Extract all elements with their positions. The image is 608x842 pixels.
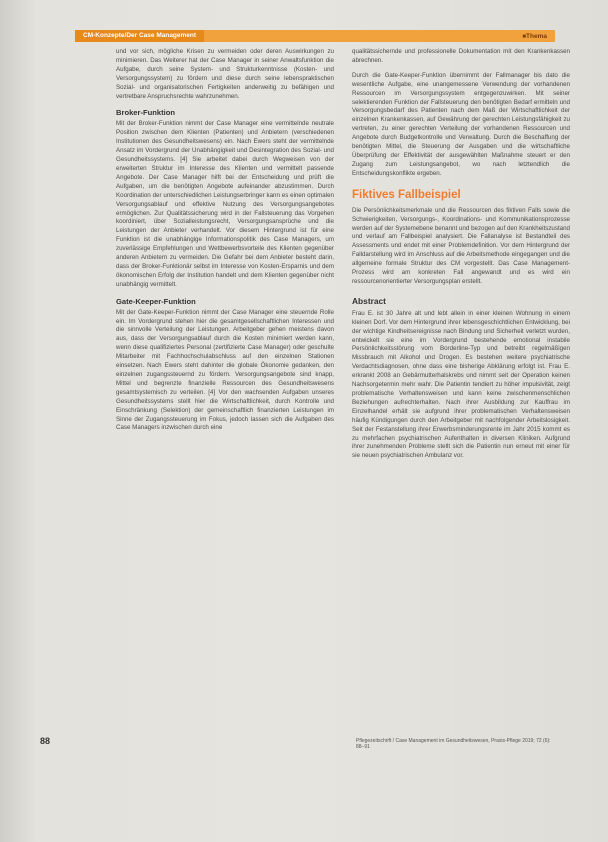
section-tag: CM-Konzepte/Der Case Management — [75, 30, 204, 42]
abstract-heading: Abstract — [352, 295, 386, 306]
section-header-bar — [75, 30, 555, 42]
broker-heading: Broker-Funktion — [116, 108, 176, 118]
gatekeeper-heading: Gate-Keeper-Funktion — [116, 296, 196, 306]
right-column — [352, 48, 570, 467]
page-footer — [40, 736, 560, 750]
page-number: 88 — [40, 736, 51, 746]
broker-paragraph: Mit der Broker-Funktion nimmt der Case Manager eine vermittelnde neutrale Position zwischen dem Klienten (Patienten) und Anbietern (verschiedenen Institutionen des Gesundheitswesens) ein. Nach Ewers steht der vermittelnde Ansatz im Vordergrund der Unabhängigkeit und Desintegration des Sozial- und Gesundheitssystems. [4] Sie arbeitet dabei durch Wegweisen von der erweiterten Struktur im Interesse des Klienten und vermittelt passende Angebote. Der Case Manager hilft bei der Entscheidung und prüft die Aufgaben, um die benötigten Angebote aufeinander abzustimmen. Durch Koordination der unterschiedlichen Leistungserbringer kann es einen optimalen Versorgungsablauf und effektive Nutzung des Versorgungsangebotes ermöglichen. Zur Qualitätssicherung wird in der Fallsteuerung das Vorgehen koordiniert, über Sozialleistungsrecht, Versorgungsansprüche und die Leistungen der Anbieter verhandelt. Vor diesem Hintergrund ist für eine Funktion ist die unabhängige Informationspolitik des Case Managers, um zuverlässige Empfehlungen und Wettbewerbsvorteile des Klienten gegenüber anderen Anbietern zu vermeiden. Die Gefahr bei dem Anbieter besteht darin, dass der Broker-Funktionär selbst im Interesse von Kosten-Ersparnis und dem ökonomischen Erfolg der Institution handelt und dem Klienten gegenüber nicht unabhängig vermittelt. — [116, 120, 334, 288]
category-label: ■ Thema — [522, 33, 555, 40]
gatekeeper-continued-paragraph: Durch die Gate-Keeper-Funktion übernimmt der Fallmanager bis dato die wesentliche Aufgabe, eine unangemessene Verwendung der vorhandenen Ressourcen im Versorgungssystem entgegenzuwirken. Mit seiner selektierenden Funktion der Fallsteuerung den benötigten Bedarf ermitteln und Versorgungsbedarf des Patienten nach dem Maß der Wirtschaftlichkeit der einzelnen Krankenkassen, auf Gewährung der gerechten Leistungsfähigkeit zu vertreten, zu einer gerechten Verteilung der vorhandenen Ressourcen und Angebote durch Budgetkontrolle und Verwaltung. Durch die Beschaffung der benötigten Mittel, die Steuerung der Ausgaben und die wirtschaftliche Überprüfung der Effektivität der ausgewählten Maßnahme steuert er den Zugang zum Leistungsangebot, wo nach letztendlich die Entscheidungskonflikte ergeben. — [352, 71, 570, 177]
gatekeeper-paragraph: Mit der Gate-Keeper-Funktion nimmt der Case Manager eine steuernde Rolle ein. Im Vordergrund stehen hier die gesamtgesellschaftlichen Interessen und die sinnvolle Verteilung der Leistungen. Arbeitgeber gehen meistens davon aus, dass der Versorgungsablauf durch die Kosten minimiert werden kann, wenn diese qualifiziertes Personal (zertifizierte Case Manager) oder geschulte Mitarbeiter mit Fachhochschulabschluss auf den einzelnen Stationen einsetzen. Nach Ewers steht dahinter die globale Ökonomie gedanken, den einzelnen zugangssteuernd zu fördern. Versorgungsangebote sind knapp, Mittel und begrenzte finanzielle Ressourcen des Gesundheitswesens gesamtsystemisch zu verteilen. [4] Vor den wachsenden Aufgaben unseres Gesundheitssystems stellt hier die Wirtschaftlichkeit, durch Kontrolle und Einschränkung (Selektion) der gemeinschaftlich finanzierten Leistungen im Sinne der Zugangssteuerung im Fokus, jedoch lassen sich die Aufgaben des Case Managers inzwischen durch eine — [116, 308, 334, 432]
right-intro-paragraph: qualitätssichernde und professionelle Dokumentation mit den Krankenkassen abrechnen. — [352, 48, 570, 64]
abstract-paragraph: Frau E. ist 30 Jahre alt und lebt allein in einer kleinen Wohnung in einem kleinen Dorf. Vor dem Hintergrund ihrer lebensgeschichtlichen Entwicklung, bei der wichtige Kindheitsereignisse nach Bindung und Sicherheit verletzt wurden, entwickelt sie eine im Vordergrund bestehende emotional instabile Persönlichkeitsstörung vom Borderline-Typ und betreibt regelmäßigen Missbrauch mit Alkohol und Drogen. Es bestehen weitere psychiatrische Verdachtsdiagnosen, ohne dass eine bisherige Abklärung erfolgt ist. Frau E. erkrankt 2008 an Gebärmutterhalskrebs und nimmt seit der Operation keinen Nachsorgetermin mehr wahr. Die Patientin tendiert zu höher impulsivität, zeigt problematische Verhaltensweisen und kann keine zwischenmenschlichen Beziehungen aufrechterhalten. Nach ihrer Ausbildung zur Kauffrau im Einzelhandel erhält sie aufgrund ihrer problematischen Verhaltensweisen häufig Kündigungen durch den Arbeitgeber mit nachfolgender Arbeitslosigkeit. Seit der Festanstellung ihrer Erwerbsminderungsrente im Jahr 2015 kommt es zu mehrfachen psychiatrischen Aufenthalten in diversen Kliniken. Aufgrund ihrer zunehmenden Probleme stellt sich die Patientin nun erneut mit einer für sie neuen psychiatrischen Ambulanz vor. — [352, 309, 570, 460]
case-study-paragraph: Die Persönlichkeitsmerkmale und die Ressourcen des fiktiven Falls sowie die Schwierigkeiten, Versorgungs-, Koordinations- und Kommunikationsprozesse werden auf der Systemebene benannt und bezogen auf den Krankheitszustand und verlauf am Fallbeispiel analysiert. Die Fallanalyse ist Bestandteil des Assessments und endet mit einer Problemdefinition. Vor dem Hintergrund der Falldarstellung wird im Anschluss auf die Arbeitsmethode eingegangen und die allgemeine formale Struktur des CM vorgestellt. Das Case Management-Prozess wird am konkreten Fall angewandt und es wird ein ressourcenorientierter Versorgungsplan erstellt. — [352, 206, 570, 285]
case-study-heading: Fiktives Fallbeispiel — [352, 188, 461, 201]
left-intro-paragraph: und vor sich, mögliche Krisen zu vermeiden oder deren Auswirkungen zu minimieren. Das Weiterer hat der Case Manager in seiner Anwaltsfunktion die Aufgabe, durch seine System- und Strukturkenntnisse (Kosten- und Versorgungssystem) zu fördern und diese durch seine lebenspraktischen Sozial- und organisatorischen Fertigkeiten anderweitig zu befähigen und vertretbare Anspruchsrechte wahrzunehmen. — [116, 48, 334, 100]
left-column — [116, 48, 334, 439]
journal-citation: Pflegezeitschrift / Case Management im Gesundheitswesen, Praxis-Pflege 2019; 72 (6): 88–91 — [356, 738, 551, 750]
